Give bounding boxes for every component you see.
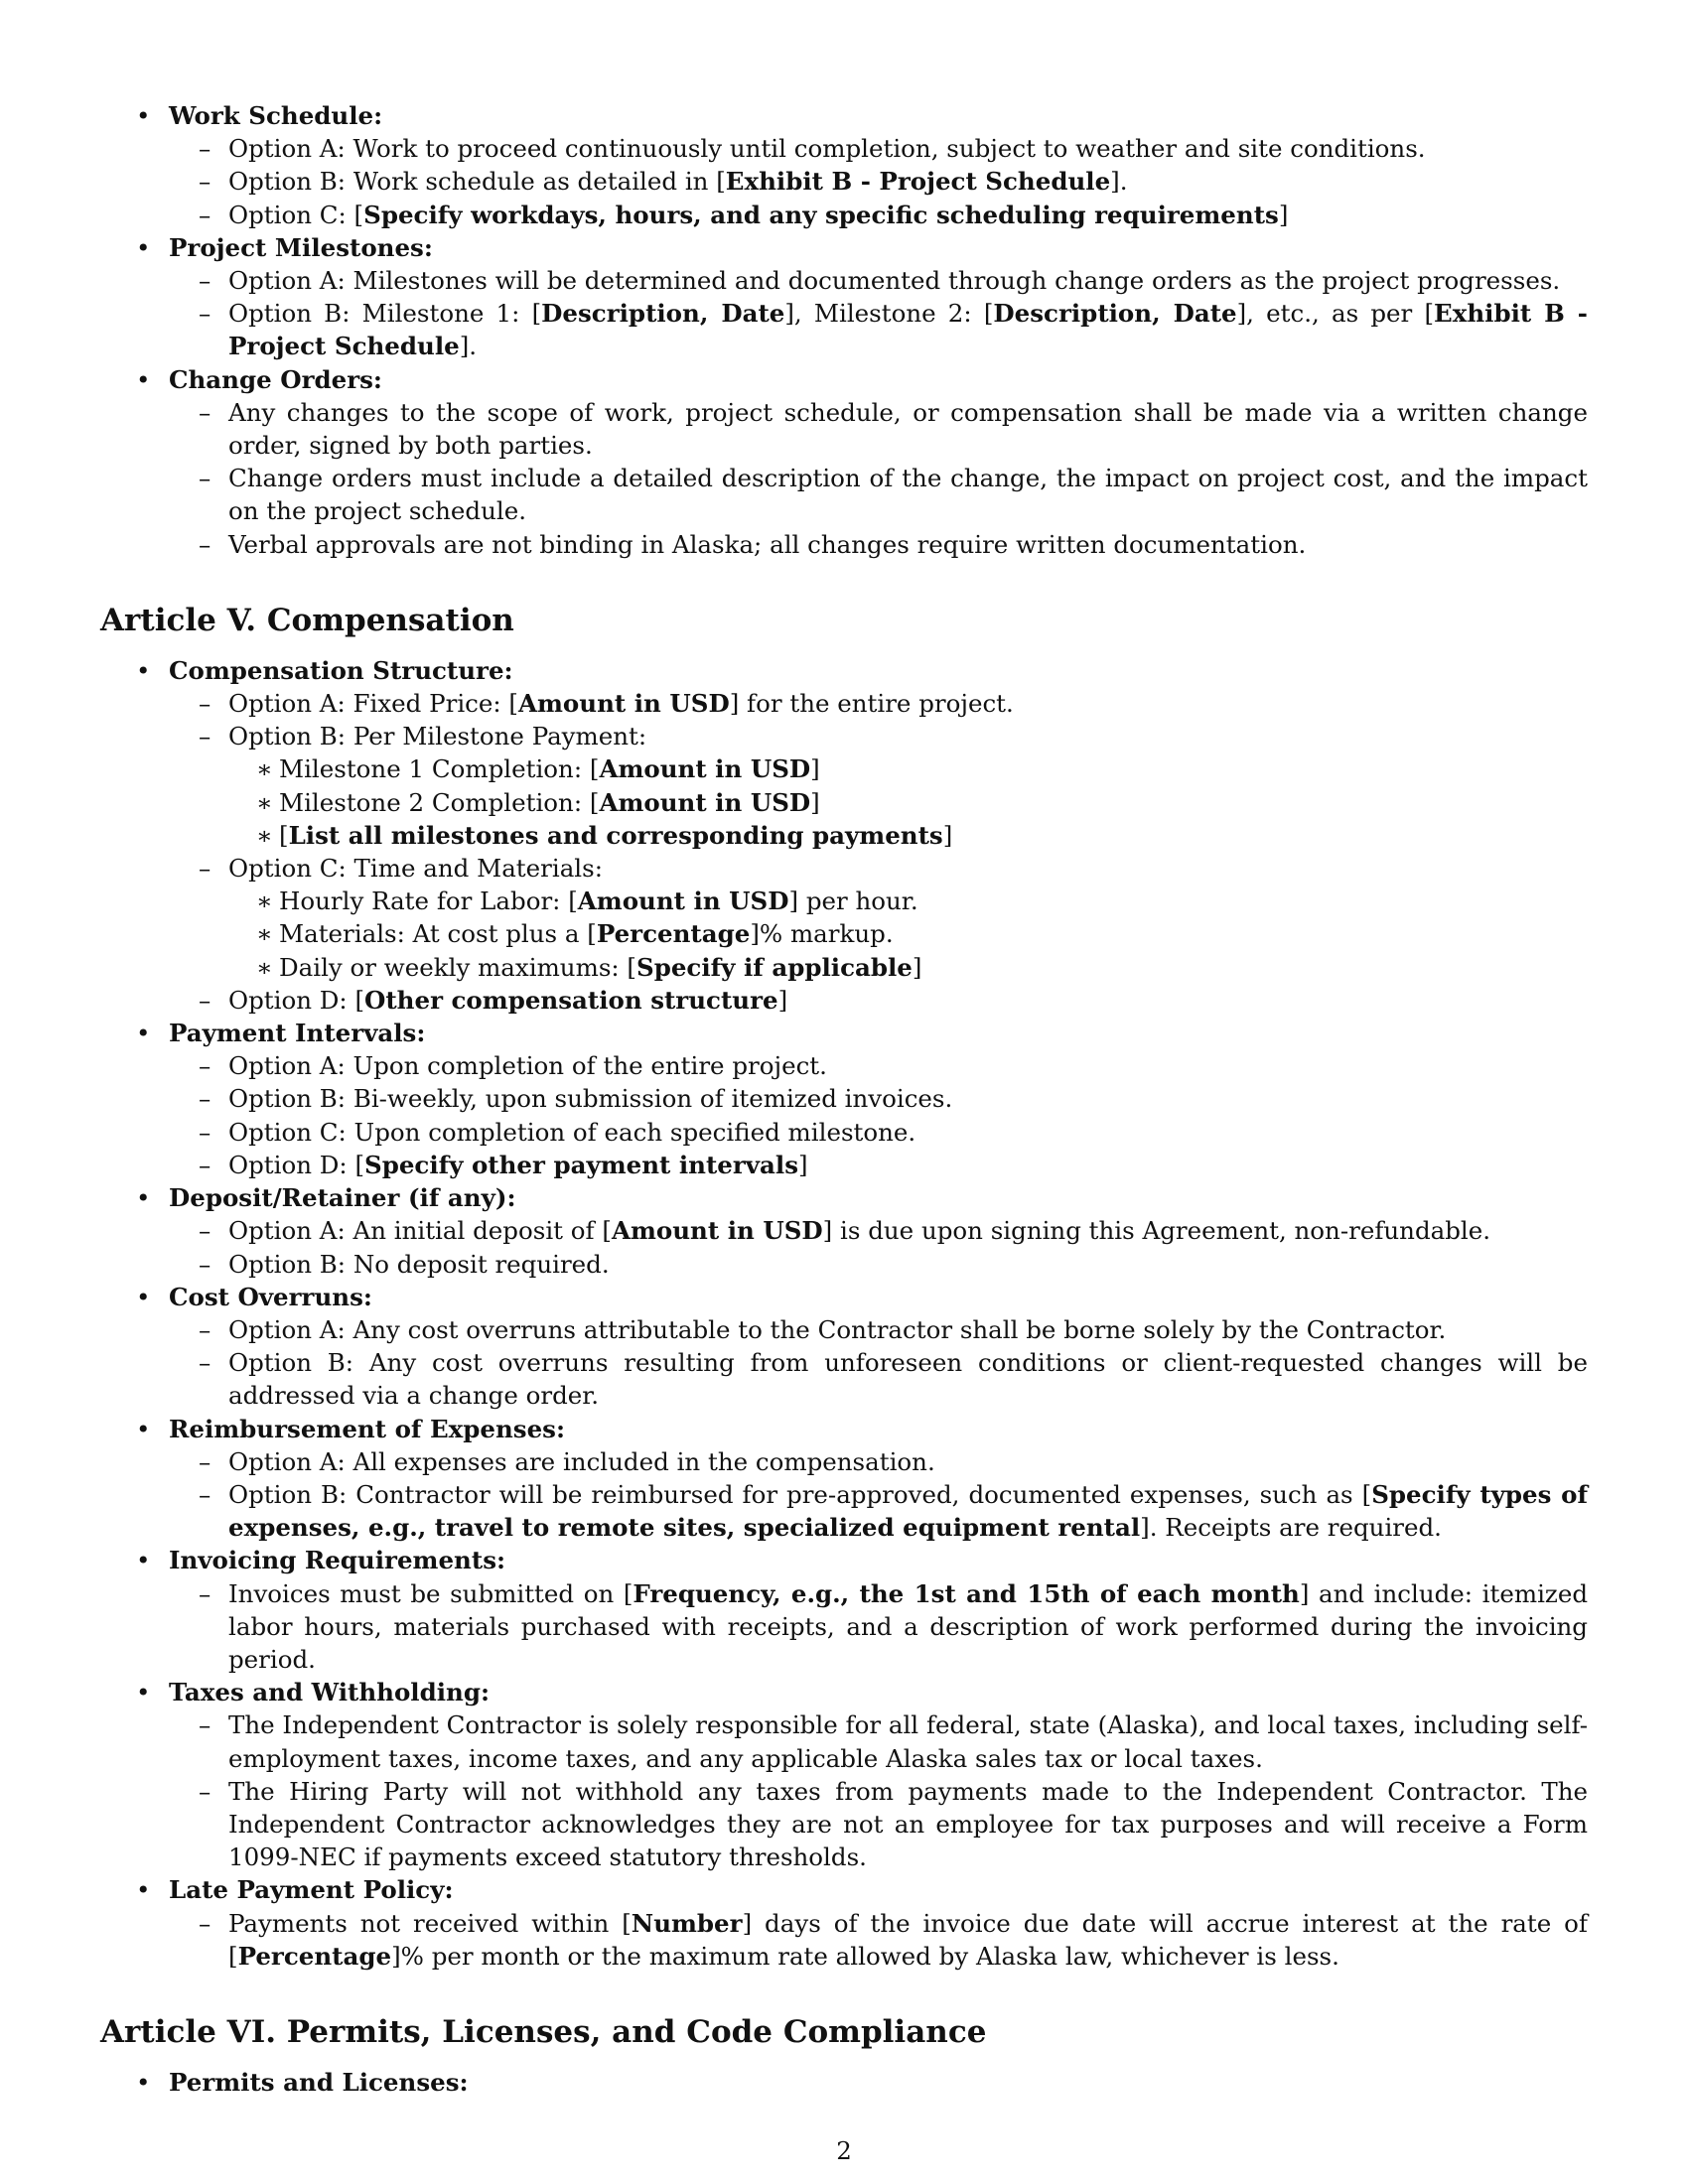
project-milestones-title: Project Milestones:	[169, 232, 433, 262]
sub-list-item: ∗ Daily or weekly maximums: [Specify if applicable]	[228, 951, 1588, 984]
list-item: – Option B: Milestone 1: [Description, Date], Milestone 2: [Description, Date], etc., as per [Exhibit B - Project Schedule].	[169, 297, 1588, 362]
change-orders-title: Change Orders:	[169, 364, 382, 394]
section-list-article-vi	[100, 2066, 1588, 2099]
list-item: – Option D: [Other compensation structure]	[169, 984, 1588, 1017]
compensation-structure-item: • Compensation Structure: – Option A: Fixed Price: [Amount in USD] for the entire project. – Option B: Per Milestone Payment: ∗ Milestone 1 Completion: [Amount in USD] ∗ Milestone 2 Completion: [Amount in USD] ∗ [List all milestones and corresponding payments] – Option C: Time and Materials: ∗ Hourly Rate for Labor: [Amount in USD] per hour. ∗ Materials: At cost plus a [Percentage]% markup. ∗ Daily or weekly maximums: [Specify if applicable] – Option D: [Other compensation structure]	[100, 654, 1588, 1017]
section-list-article-v	[100, 654, 1588, 1973]
list-item: – The Hiring Party will not withhold any taxes from payments made to the Independent Contractor. The Independent Contractor acknowledges they are not an employee for tax purposes and will receive a Form 1099-NEC if payments exceed statutory thresholds.	[169, 1775, 1588, 1874]
taxes-item: • Taxes and Withholding: – The Independent Contractor is solely responsible for all federal, state (Alaska), and local taxes, including self-employment taxes, income taxes, and any applicable Alaska sales tax or local taxes. – The Hiring Party will not withhold any taxes from payments made to the Independent Contractor. The Independent Contractor acknowledges they are not an employee for tax purposes and will receive a Form 1099-NEC if payments exceed statutory thresholds.	[100, 1676, 1588, 1873]
article-v-heading: Article V. Compensation	[100, 602, 514, 638]
list-item: – Option A: All expenses are included in the compensation.	[169, 1445, 1588, 1478]
sub-list-item: ∗ Hourly Rate for Labor: [Amount in USD] per hour.	[228, 885, 1588, 917]
change-orders-item	[100, 363, 1588, 561]
list-item: – Option A: Any cost overruns attributable to the Contractor shall be borne solely by the Contractor.	[169, 1313, 1588, 1346]
list-item: – Option B: Any cost overruns resulting from unforeseen conditions or client-requested changes will be addressed via a change order.	[169, 1346, 1588, 1412]
list-item: – Option A: An initial deposit of [Amount in USD] is due upon signing this Agreement, non-refundable.	[169, 1214, 1588, 1247]
list-item: – Option B: Bi-weekly, upon submission of itemized invoices.	[169, 1082, 1588, 1115]
list-item: – Payments not received within [Number] days of the invoice due date will accrue interest at the rate of [Percentage]% per month or the maximum rate allowed by Alaska law, whichever is less.	[169, 1907, 1588, 1973]
late-payment-item: • Late Payment Policy: – Payments not received within [Number] days of the invoice due date will accrue interest at the rate of [Percentage]% per month or the maximum rate allowed by Alaska law, whichever is less.	[100, 1873, 1588, 1973]
section-list-top	[100, 99, 1588, 561]
page-content	[100, 99, 1588, 2099]
cost-overruns-item: • Cost Overruns: – Option A: Any cost overruns attributable to the Contractor shall be borne solely by the Contractor. – Option B: Any cost overruns resulting from unforeseen conditions or client-requested changes will be addressed via a change order.	[100, 1281, 1588, 1413]
list-item: – Option D: [Specify other payment intervals]	[169, 1149, 1588, 1181]
payment-intervals-item: • Payment Intervals: – Option A: Upon completion of the entire project. – Option B: Bi-weekly, upon submission of itemized invoices. – Option C: Upon completion of each specified milestone. – Option D: [Specify other payment intervals]	[100, 1017, 1588, 1181]
list-item: – Verbal approvals are not binding in Alaska; all changes require written documentation.	[169, 528, 1588, 561]
list-item: – The Independent Contractor is solely responsible for all federal, state (Alaska), and local taxes, including self-employment taxes, income taxes, and any applicable Alaska sales tax or local taxes.	[169, 1708, 1588, 1774]
article-vi-heading: Article VI. Permits, Licenses, and Code Compliance	[100, 2013, 987, 2050]
list-item: – Option A: Milestones will be determined and documented through change orders as the project progresses.	[169, 264, 1588, 297]
list-item: – Option B: Contractor will be reimbursed for pre-approved, documented expenses, such as [Specify types of expenses, e.g., travel to remote sites, specialized equipment rental]. Receipts are required.	[169, 1478, 1588, 1544]
list-item: – Option C: Time and Materials: ∗ Hourly Rate for Labor: [Amount in USD] per hour. ∗ Materials: At cost plus a [Percentage]% markup. ∗ Daily or weekly maximums: [Specify if applicable]	[169, 852, 1588, 984]
sub-list-item: ∗ [List all milestones and corresponding payments]	[228, 819, 1588, 852]
project-milestones-item	[100, 231, 1588, 363]
list-item: – Option C: [Specify workdays, hours, and any specific scheduling requirements]	[169, 199, 1588, 231]
list-item: – Invoices must be submitted on [Frequency, e.g., the 1st and 15th of each month] and include: itemized labor hours, materials purchased with receipts, and a description of work performed during the invoicing period.	[169, 1577, 1588, 1677]
page-number: 2	[836, 2136, 852, 2165]
sub-list-item: ∗ Materials: At cost plus a [Percentage]% markup.	[228, 917, 1588, 950]
reimbursement-item: • Reimbursement of Expenses: – Option A: All expenses are included in the compensation. – Option B: Contractor will be reimbursed for pre-approved, documented expenses, such as [Specify types of expenses, e.g., travel to remote sites, specialized equipment rental]. Receipts are required.	[100, 1413, 1588, 1545]
list-item: – Option B: Per Milestone Payment: ∗ Milestone 1 Completion: [Amount in USD] ∗ Milestone 2 Completion: [Amount in USD] ∗ [List all milestones and corresponding payments]	[169, 720, 1588, 852]
list-item: – Any changes to the scope of work, project schedule, or compensation shall be made via a written change order, signed by both parties.	[169, 396, 1588, 462]
permits-item: • Permits and Licenses:	[100, 2066, 1588, 2099]
list-item: – Option C: Upon completion of each specified milestone.	[169, 1116, 1588, 1149]
sub-list-item: ∗ Milestone 1 Completion: [Amount in USD]	[228, 752, 1588, 785]
list-item: – Option A: Upon completion of the entire project.	[169, 1049, 1588, 1082]
list-item: – Option A: Work to proceed continuously until completion, subject to weather and site conditions.	[169, 132, 1588, 165]
list-item: – Option A: Fixed Price: [Amount in USD] for the entire project.	[169, 687, 1588, 720]
sub-list-item: ∗ Milestone 2 Completion: [Amount in USD]	[228, 786, 1588, 819]
work-schedule-item	[100, 99, 1588, 231]
work-schedule-title: Work Schedule:	[169, 101, 383, 130]
list-item: – Option B: Work schedule as detailed in [Exhibit B - Project Schedule].	[169, 165, 1588, 198]
list-item: – Option B: No deposit required.	[169, 1248, 1588, 1281]
list-item: – Change orders must include a detailed description of the change, the impact on project cost, and the impact on the project schedule.	[169, 462, 1588, 527]
invoicing-item: • Invoicing Requirements: – Invoices must be submitted on [Frequency, e.g., the 1st and 15th of each month] and include: itemized labor hours, materials purchased with receipts, and a description of work performed during the invoicing period.	[100, 1544, 1588, 1676]
deposit-item: • Deposit/Retainer (if any): – Option A: An initial deposit of [Amount in USD] is due upon signing this Agreement, non-refundable. – Option B: No deposit required.	[100, 1181, 1588, 1281]
